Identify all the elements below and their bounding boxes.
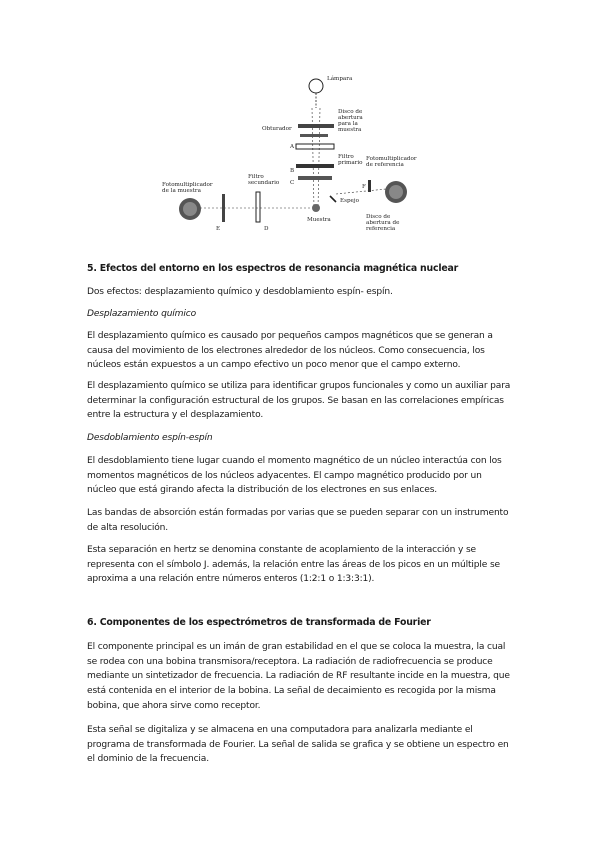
section5-p5 xyxy=(87,506,519,535)
text-line: Esta separación en hertz se denomina constante de acoplamiento de la interacción y se xyxy=(87,545,477,555)
text-line: entre la estructura y el desplazamiento. xyxy=(87,410,264,421)
section5-heading: 5. Efectos del entorno en los espectros de resonancia magnética nuclear xyxy=(87,263,459,274)
text-line: bobina, que ahora sirve como receptor. xyxy=(87,700,261,711)
aperture-disk xyxy=(298,124,334,128)
text-line: aproxima a una relación entre números enteros (1:2:1 o 1:3:3:1). xyxy=(87,574,375,585)
sample-pm-inner xyxy=(183,202,197,216)
label-B: B xyxy=(290,168,295,174)
text-line: de alta resolución. xyxy=(87,522,169,533)
text-line: El desdoblamiento tiene lugar cuando el momento magnético de un núcleo interactúa con los xyxy=(87,456,502,466)
text-line: El componente principal es un imán de gran estabilidad en el que se coloca la muestra, la cual xyxy=(87,642,506,652)
text-line: el dominio de la frecuencia. xyxy=(87,754,209,765)
section5-p4 xyxy=(87,454,519,498)
label-ref-disk: Disco de abertura de referencia xyxy=(366,214,400,232)
section5-p6 xyxy=(87,543,519,587)
plate-C xyxy=(298,176,332,180)
lamp-shape xyxy=(309,79,323,93)
beam-right xyxy=(318,108,320,208)
label-mirror: Espejo xyxy=(340,198,359,204)
text-line: está contenida en el interior de la bobina. La señal de decaimiento es recogida por la misma xyxy=(87,686,496,697)
text-line: Las bandas de absorción están formadas por varias que se pueden separar con un instrumento xyxy=(87,508,509,518)
label-E: E xyxy=(216,226,221,232)
section6-heading: 6. Componentes de los espectrómetros de transformada de Fourier xyxy=(87,617,431,628)
label-filter-secondary: Filtro secundario xyxy=(248,174,280,186)
label-shutter: Obturador xyxy=(262,126,292,132)
mirror-shape xyxy=(330,196,336,202)
sample-shape xyxy=(312,204,320,212)
text-line: mediante un sintetizador de frecuencia. La radiación de RF resultante incide en la muestra, que xyxy=(87,671,510,682)
label-F: F xyxy=(362,184,366,190)
text-line: núcleo que está girando afecta la distribución de los electrones en sus enlaces. xyxy=(87,485,438,496)
fluorometer-diagram-svg xyxy=(160,68,417,248)
section5-p3 xyxy=(87,379,519,423)
label-disk: Disco de abertura para la muestra xyxy=(338,109,363,133)
shutter-shape xyxy=(300,134,328,137)
section5-subheading-2: Desdoblamiento espín-espín xyxy=(87,433,213,443)
text-line: Esta señal se digitaliza y se almacena en una computadora para analizarla mediante el xyxy=(87,725,473,735)
section6-p2 xyxy=(87,723,519,767)
label-A: A xyxy=(290,144,295,150)
label-D: D xyxy=(264,226,269,232)
label-filter-primary: Filtro primario xyxy=(338,154,363,166)
text-line: El desplazamiento químico se utiliza para identificar grupos funcionales y como un auxiliar para xyxy=(87,381,511,391)
text-line: se rodea con una bobina transmisora/receptora. La radiación de radiofrecuencia se produce xyxy=(87,656,493,667)
section6-p1 xyxy=(87,640,519,714)
section5-p1: Dos efectos: desplazamiento químico y desdoblamiento espín- espín. xyxy=(87,287,393,297)
plate-B xyxy=(296,164,334,168)
ref-filter xyxy=(368,180,371,192)
label-sample: Muestra xyxy=(307,217,331,223)
secondary-filter-E xyxy=(222,194,225,222)
ref-pm-inner xyxy=(389,185,403,199)
text-line: El desplazamiento químico es causado por pequeños campos magnéticos que se generan a xyxy=(87,331,493,341)
secondary-filter-D xyxy=(256,192,260,222)
label-sample-pm: Fotomultiplicador de la muestra xyxy=(162,182,213,194)
text-line: representa con el símbolo J. además, la relación entre las áreas de los picos en un múltiple se xyxy=(87,559,500,570)
text-line: programa de transformada de Fourier. La señal de salida se grafica y se obtiene un espectro en xyxy=(87,739,509,750)
plate-A xyxy=(296,144,334,149)
label-lamp: Lámpara xyxy=(327,76,353,82)
label-ref-pm: Fotomultiplicador de referencia xyxy=(366,156,417,168)
section5-p2 xyxy=(87,329,519,373)
text-line: causa del movimiento de los electrones alrededor de los núcleos. Como consecuencia, los xyxy=(87,345,485,356)
instrument-diagram xyxy=(160,68,417,248)
section5-subheading-1: Desplazamiento químico xyxy=(87,309,197,319)
text-line: núcleos están expuestos a un campo efectivo un poco menor que el campo externo. xyxy=(87,360,461,371)
text-line: momentos magnéticos de los núcleos adyacentes. El campo magnético producido por un xyxy=(87,470,482,481)
label-C: C xyxy=(290,180,295,186)
beam-left xyxy=(312,108,314,208)
text-line: determinar la configuración estructural de los grupos. Se basan en las correlaciones empíricas xyxy=(87,395,504,406)
